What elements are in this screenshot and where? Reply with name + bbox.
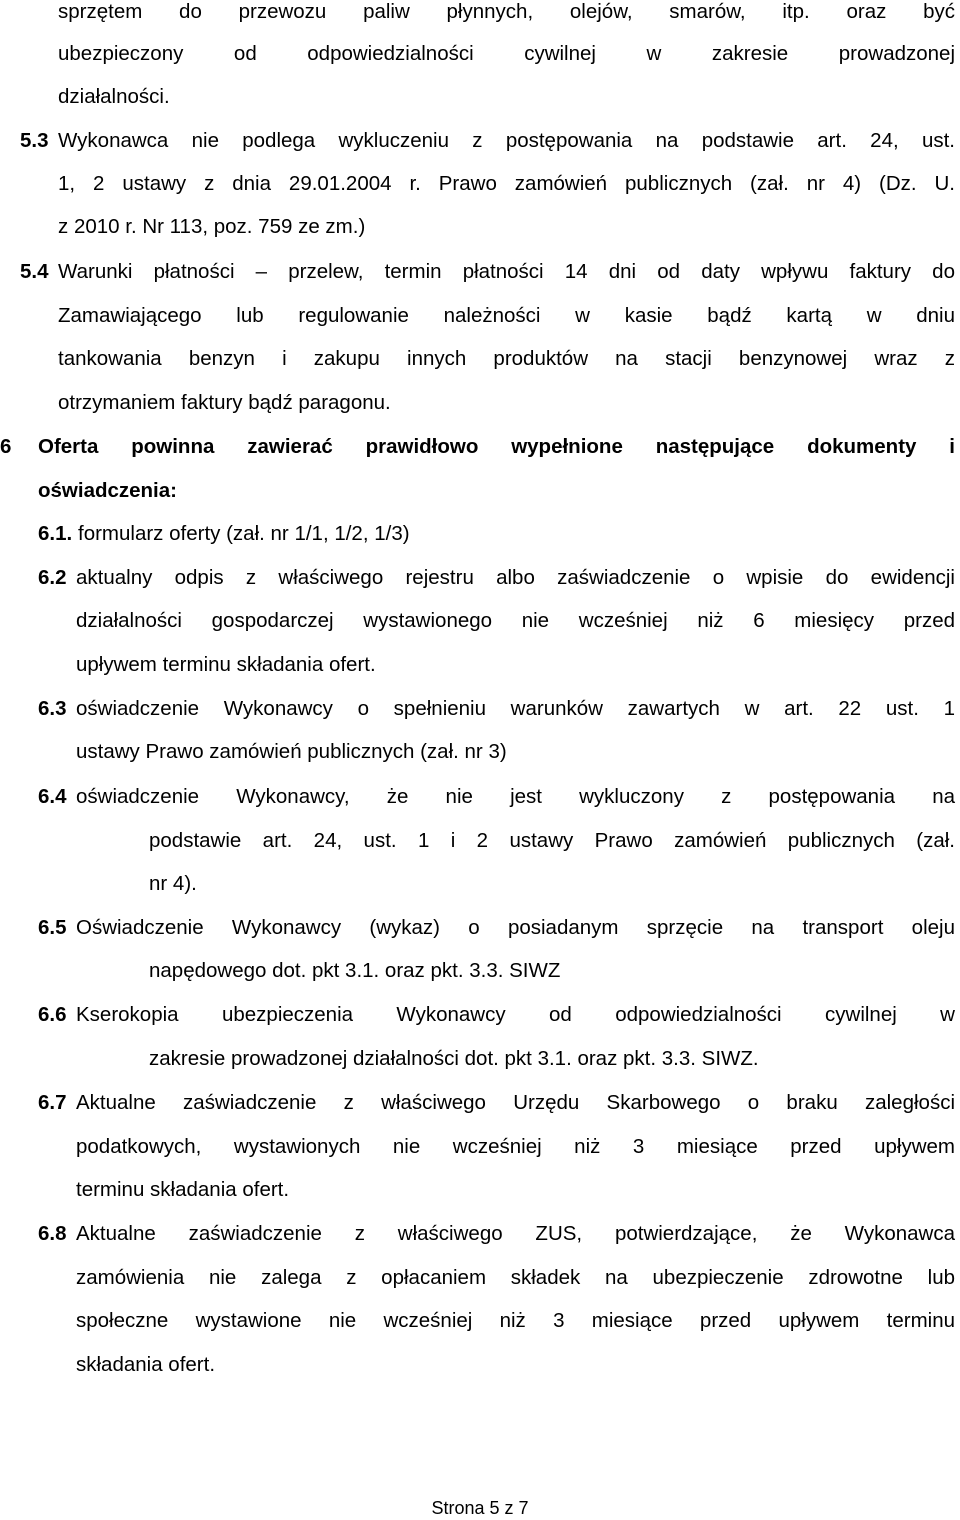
section-heading: oświadczenia: — [38, 479, 177, 502]
item-line: z 2010 r. Nr 113, poz. 759 ze zm.) — [58, 215, 366, 238]
subitem-number: 6.7 — [38, 1091, 67, 1114]
subitem-line: podstawie art. 24, ust. 1 i 2 ustawy Prawo zamówień publicznych (zał. — [149, 829, 955, 852]
subitem-line: terminu składania ofert. — [76, 1178, 290, 1201]
subitem-line: Oświadczenie Wykonawcy (wykaz) o posiadanym sprzęcie na transport oleju — [76, 916, 955, 939]
subitem-line: oświadczenie Wykonawcy, że nie jest wykluczony z postępowania na — [76, 785, 955, 808]
subitem-number: 6.2 — [38, 566, 67, 589]
subitem-line: Aktualne zaświadczenie z właściwego Urzędu Skarbowego o braku zaległości — [76, 1091, 955, 1114]
subitem-number: 6.1. — [38, 522, 73, 545]
subitem-line: społeczne wystawione nie wcześniej niż 3 miesiące przed upływem terminu — [76, 1309, 955, 1332]
subitem-line: Kserokopia ubezpieczenia Wykonawcy od odpowiedzialności cywilnej w — [76, 1003, 955, 1026]
subitem-line: nr 4). — [149, 872, 197, 895]
subitem-line: ustawy Prawo zamówień publicznych (zał. nr 3) — [76, 740, 507, 763]
subitem-line: zamówienia nie zalega z opłacaniem składek na ubezpieczenie zdrowotne lub — [76, 1266, 955, 1289]
subitem-number: 6.4 — [38, 785, 67, 808]
subitem-line: aktualny odpis z właściwego rejestru albo zaświadczenie o wpisie do ewidencji — [76, 566, 955, 589]
subitem-number: 6.8 — [38, 1222, 67, 1245]
subitem-line: działalności gospodarczej wystawionego nie wcześniej niż 6 miesięcy przed — [76, 609, 955, 632]
paragraph-line: ubezpieczony od odpowiedzialności cywilnej w zakresie prowadzonej — [58, 42, 955, 65]
paragraph-line: sprzętem do przewozu paliw płynnych, olejów, smarów, itp. oraz być — [58, 0, 955, 23]
subitem-line: składania ofert. — [76, 1353, 216, 1376]
subitem-line: napędowego dot. pkt 3.1. oraz pkt. 3.3. SIWZ — [149, 959, 561, 982]
subitem-line: formularz oferty (zał. nr 1/1, 1/2, 1/3) — [78, 522, 410, 545]
subitem-line: Aktualne zaświadczenie z właściwego ZUS, potwierdzające, że Wykonawca — [76, 1222, 955, 1245]
item-line: otrzymaniem faktury bądź paragonu. — [58, 391, 391, 414]
item-number: 5.3 — [20, 129, 49, 152]
subitem-number: 6.6 — [38, 1003, 67, 1026]
subitem-line: upływem terminu składania ofert. — [76, 653, 376, 676]
item-line: 1, 2 ustawy z dnia 29.01.2004 r. Prawo zamówień publicznych (zał. nr 4) (Dz. U. — [58, 172, 955, 195]
subitem-number: 6.3 — [38, 697, 67, 720]
subitem-line: oświadczenie Wykonawcy o spełnieniu warunków zawartych w art. 22 ust. 1 — [76, 697, 955, 720]
item-line: tankowania benzyn i zakupu innych produktów na stacji benzynowej wraz z — [58, 347, 955, 370]
item-line: Wykonawca nie podlega wykluczeniu z postępowania na podstawie art. 24, ust. — [58, 129, 955, 152]
paragraph-line: działalności. — [58, 85, 170, 108]
item-line: Warunki płatności – przelew, termin płatności 14 dni od daty wpływu faktury do — [58, 260, 955, 283]
page-number: Strona 5 z 7 — [431, 1498, 529, 1518]
subitem-line: zakresie prowadzonej działalności dot. pkt 3.1. oraz pkt. 3.3. SIWZ. — [149, 1047, 759, 1070]
section-number: 6 — [0, 435, 12, 458]
subitem-number: 6.5 — [38, 916, 67, 939]
item-number: 5.4 — [20, 260, 49, 283]
item-line: Zamawiającego lub regulowanie należności w kasie bądź kartą w dniu — [58, 304, 955, 327]
subitem-line: podatkowych, wystawionych nie wcześniej niż 3 miesiące przed upływem — [76, 1135, 955, 1158]
section-heading: Oferta powinna zawierać prawidłowo wypełnione następujące dokumenty i — [38, 435, 955, 458]
